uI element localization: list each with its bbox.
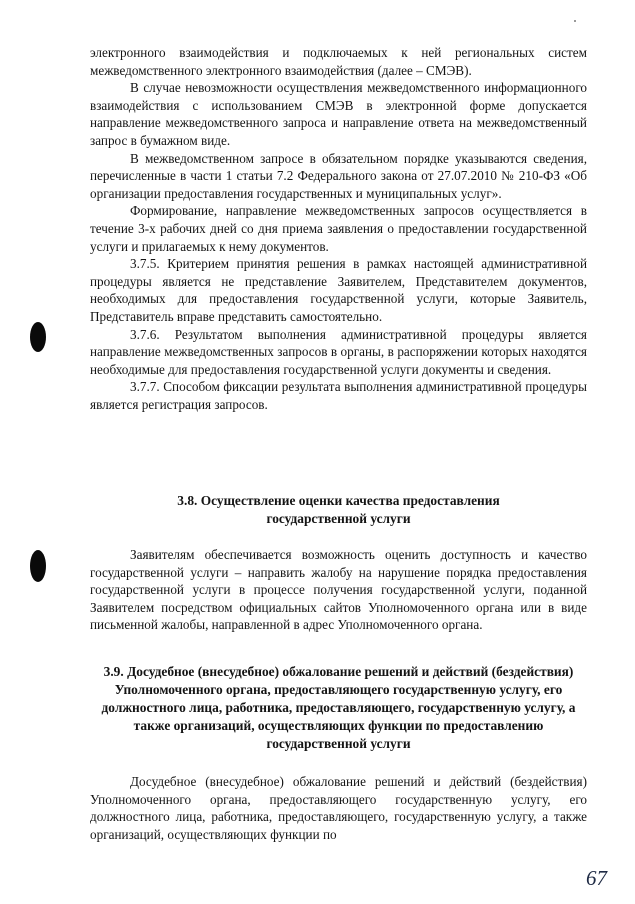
scan-speck [574,20,576,22]
paragraph-3-7-5: 3.7.5. Критерием принятия решения в рамках настоящей административной процедуры является не представление Заявителем, Представителем документов, необходимых для предоставления государственной услуги, которые Заявитель, Представитель вправе представить самостоятельно. [90,256,587,324]
section-3-8-body-block [90,546,587,634]
paragraph-3-7-6: 3.7.6. Результатом выполнения административной процедуры является направление межведомственных запросов в органы, в распоряжении которых находятся необходимые для предоставления государственной услуги документы и сведения. [90,326,587,377]
section-3-9 [90,663,587,753]
page-number: 67 [586,866,607,890]
section-3-8-body: Заявителям обеспечивается возможность оценить доступность и качество государственной услуги – направить жалобу на нарушение порядка предоставления государственной услуги в процессе получения государственной услуги, поданной Заявителем посредством официальных сайтов Уполномоченного органа или в виде письменной жалобы, направленной в адрес Уполномоченного органа. [90,547,587,633]
section-3-8 [90,492,587,528]
section-3-8-heading: 3.8. Осуществление оценки качества предоставления государственной услуги [177,493,500,526]
paragraph-continuation: электронного взаимодействия и подключаемых к ней региональных систем межведомственного электронного взаимодействия (далее – СМЭВ). [90,45,587,78]
punch-hole-top [30,322,46,352]
section-3-9-heading: 3.9. Досудебное (внесудебное) обжалование решений и действий (бездействия) Уполномоченного органа, предоставляющего государственную услугу, его должностного лица, работника, предоставляющего, государственную услугу, а также организаций, осуществляющих функции по предоставлению государственной услуги [101,664,576,751]
paragraph-request-details: В межведомственном запросе в обязательном порядке указываются сведения, перечисленные в части 1 статьи 7.2 Федерального закона от 27.07.2010 № 210-ФЗ «Об организации предоставления государственных и муниципальных услуг». [90,150,587,201]
text-block-top [90,44,587,413]
section-3-9-body-block [90,773,587,843]
paragraph-smev-paper: В случае невозможности осуществления межведомственного информационного взаимодействия с использованием СМЭВ в электронной форме допускается направление межведомственного запроса и направление ответа на межведомственный запрос в бумажном виде. [90,80,587,148]
paragraph-3-7-7: 3.7.7. Способом фиксации результата выполнения административной процедуры является регистрация запросов. [90,379,587,412]
section-3-9-body: Досудебное (внесудебное) обжалование решений и действий (бездействия) Уполномоченного органа, предоставляющего государственную услугу, его должностного лица, работника, предоставляющего, государственную услугу, а также организаций, осуществляющих функции по [90,774,587,842]
paragraph-request-timing: Формирование, направление межведомственных запросов осуществляется в течение 3-х рабочих дней со дня приема заявления о предоставлении государственной услуги и прилагаемых к нему документов. [90,203,587,254]
punch-hole-bottom [30,550,46,582]
